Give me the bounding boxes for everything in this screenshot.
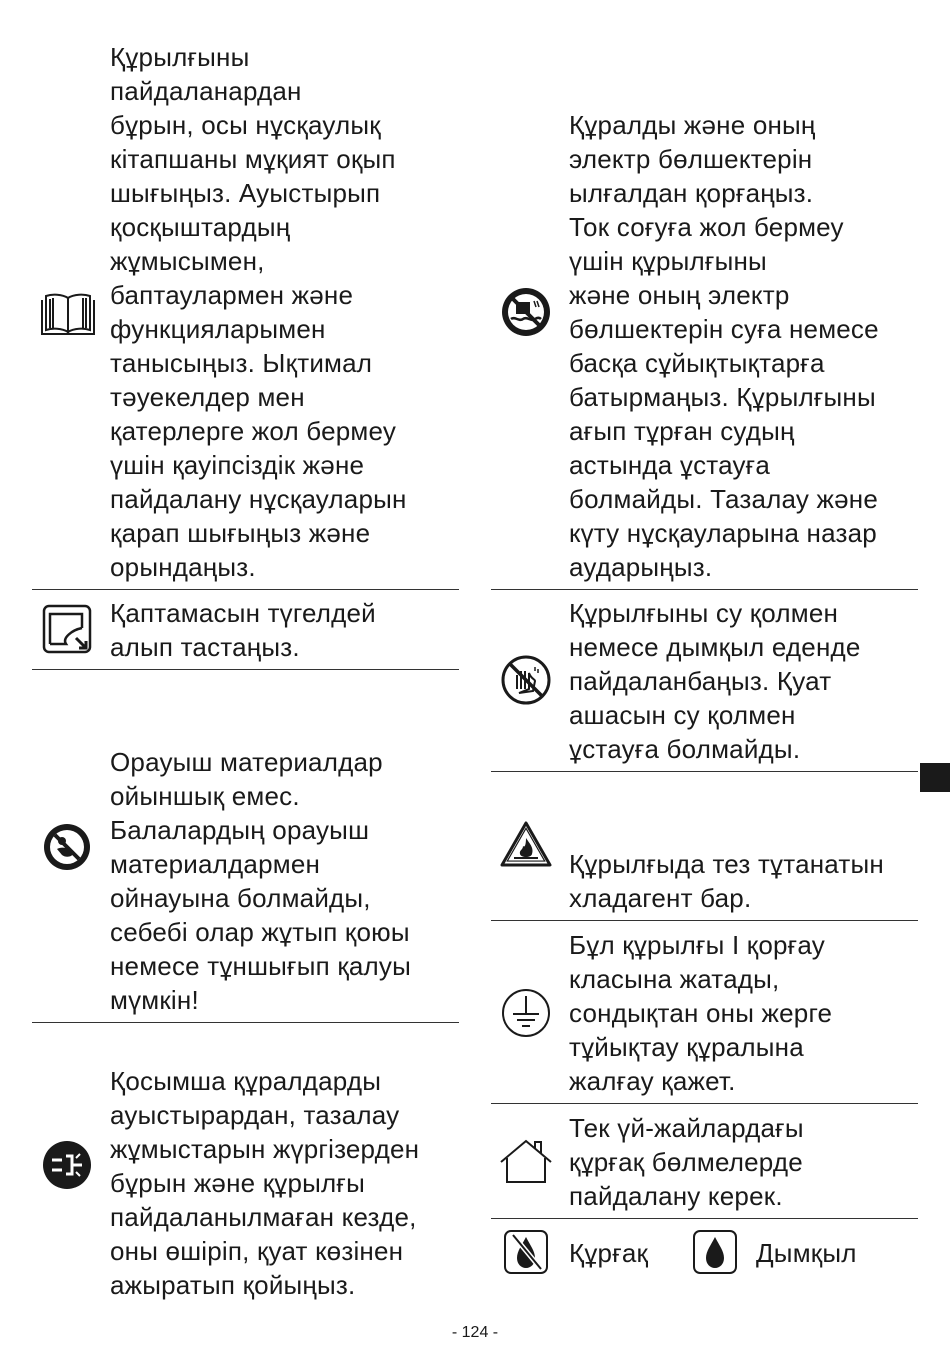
ground-protection-icon: [501, 988, 551, 1038]
divider: [32, 1022, 459, 1023]
left-section-text: Құрылғыны пайдаланардан бұрын, осы нұсқаулық кітапшаны мұқият оқып шығыңыз. Ауыстырып қосқыштардың жұмысымен, баптаулармен және функцияларымен танысыңыз. Ықтимал тәуекелдер мен қатерлерге жол бермеу үшін қауіпсіздік және пайдалану нұсқауларын қарап шығыңыз және орындаңыз.: [110, 42, 407, 582]
divider: [491, 1103, 918, 1104]
right-section-text: Құрылғыны су қолмен немесе дымқыл еденде пайдаланбаңыз. Қуат ашасын су қолмен ұстауға болмайды.: [569, 598, 861, 764]
unpack-icon: [42, 604, 92, 654]
no-child-play-icon: [42, 822, 92, 872]
divider: [491, 1218, 918, 1219]
left-section-text: Орауыш материалдар ойыншық емес. Балалардың орауыш материалдармен ойнауына болмайды, себебі олар жұтып қоюы немесе тұншығып қалуы мүмкін!: [110, 747, 412, 1015]
divider: [32, 669, 459, 670]
wet-label: Дымқыл: [756, 1238, 857, 1268]
right-section-text: Құралды және оның электр бөлшектерін ылғалдан қорғаңыз. Ток соғуға жол бермеу үшін құрылғыны және оның электр бөлшектерін суға немесе басқа сұйықтықтарға батырмаңыз. Құрылғыны ағып тұрған судың астында ұстауға болмайды. Тазалау және күту нұсқауларына назар аударыңыз.: [569, 110, 879, 582]
no-wet-hands-icon: [501, 655, 551, 705]
right-section-text: Бұл құрылғы I қорғау класына жатады, сондықтан оны жерге тұйықтау құралына жалғау қажет.: [569, 930, 833, 1096]
divider: [491, 589, 918, 590]
indoor-house-icon: [499, 1138, 553, 1184]
dry-drop-icon: [503, 1229, 549, 1275]
section-tab-marker: [920, 763, 950, 792]
divider: [32, 589, 459, 590]
manual-book-icon: [40, 290, 96, 336]
right-section-text: Құрылғыда тез тұтанатын хладагент бар.: [569, 849, 884, 913]
divider: [491, 920, 918, 921]
flammable-warning-icon: [499, 820, 553, 868]
left-section-text: Қосымша құралдарды ауыстырардан, тазалау жұмыстарын жүргізерден бұрын және құрылғы пайдаланылмаған кезде, оны өшіріп, қуат көзінен ажыратып қойыңыз.: [110, 1066, 420, 1300]
unplug-icon: [42, 1140, 92, 1190]
wet-drop-icon: [692, 1229, 738, 1275]
right-section-text: Тек үй-жайлардағы құрғақ бөлмелерде пайдалану керек.: [569, 1113, 804, 1211]
dry-label: Құрғақ: [569, 1238, 649, 1268]
no-water-immersion-icon: [501, 287, 551, 337]
page-number: - 124 -: [451, 1324, 499, 1341]
divider: [491, 771, 918, 772]
left-section-text: Қаптамасын түгелдей алып тастаңыз.: [110, 598, 376, 662]
